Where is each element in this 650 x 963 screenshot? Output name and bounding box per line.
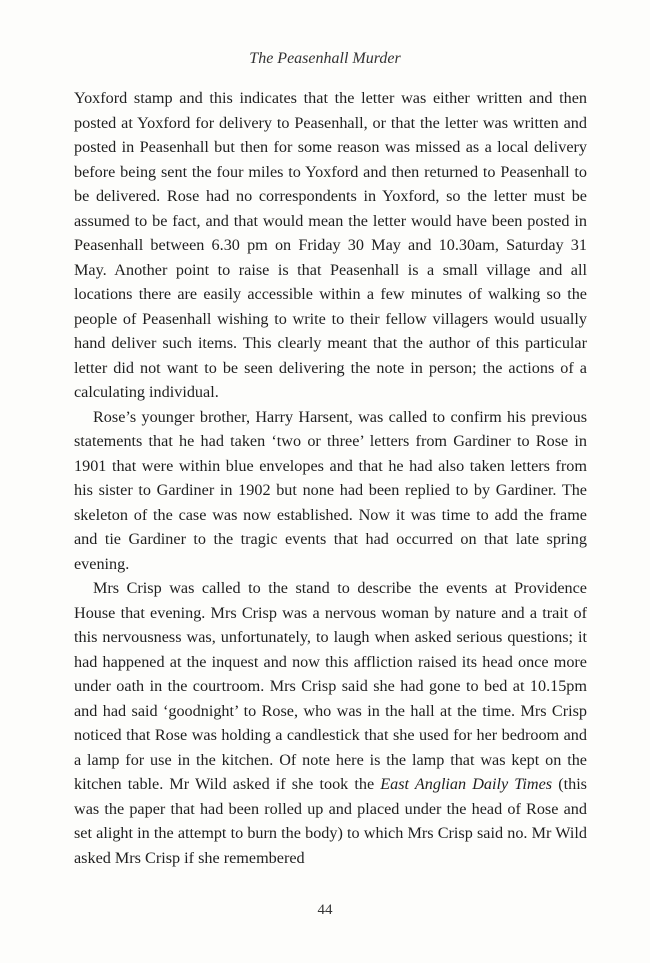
paragraph-3 <box>74 576 587 870</box>
paragraph-2-text: Rose’s younger brother, Harry Harsent, was called to confirm his previous statements that he had taken ‘two or three’ letters from Gardiner to Rose in 1901 that were within blue envelopes and that he had also taken letters from his sister to Gardiner in 1902 but none had been replied to by Gardiner. The skeleton of the case was now established. Now it was time to add the frame and tie Gardiner to the tragic events that had occurred on that late spring evening. <box>74 407 587 573</box>
newspaper-title: East Anglian Daily Times <box>380 775 553 793</box>
paragraph-3-text-end: (this was the paper that had been rolled up and placed under the head of Rose and set alight in the attempt to burn the body) to which Mrs Crisp said no. Mr Wild asked Mrs Crisp if she remembered <box>74 775 587 867</box>
page-number: 44 <box>317 902 333 918</box>
paragraph-1 <box>74 86 587 405</box>
paragraph-1-text: Yoxford stamp and this indicates that the letter was either written and then posted at Yoxford for delivery to Peasenhall, or that the letter was written and posted in Peasenhall but then for some reason was missed as a local delivery before being sent the four miles to Yoxford and then returned to Peasenhall to be delivered. Rose had no correspondents in Yoxford, so the letter must be assumed to be fact, and that would mean the letter would have been posted in Peasenhall between 6.30 pm on Friday 30 May and 10.30am, Saturday 31 May. Another point to raise is that Peasenhall is a small village and all locations there are easily accessible within a few minutes of walking so the people of Peasenhall wishing to write to their fellow villagers would usually hand deliver such items. This clearly meant that the author of this particular letter did not want to be seen delivering the note in person; the actions of a calculating individual. <box>74 89 587 401</box>
body-text <box>74 86 587 870</box>
paragraph-3-text-start: Mrs Crisp was called to the stand to describe the events at Providence House that evening. Mrs Crisp was a nervous woman by nature and a trait of this nervousness was, unfortunately, to laugh when asked serious questions; it had happened at the inquest and now this affliction raised its head once more under oath in the courtroom. Mrs Crisp said she had gone to bed at 10.15pm and had said ‘goodnight’ to Rose, who was in the hall at the time. Mrs Crisp noticed that Rose was holding a candlestick that she used for her bedroom and a lamp for use in the kitchen. Of note here is the lamp that was kept on the kitchen table. Mr Wild asked if she took the <box>74 579 587 793</box>
paragraph-2 <box>74 405 587 577</box>
running-header: The Peasenhall Murder <box>249 50 401 67</box>
